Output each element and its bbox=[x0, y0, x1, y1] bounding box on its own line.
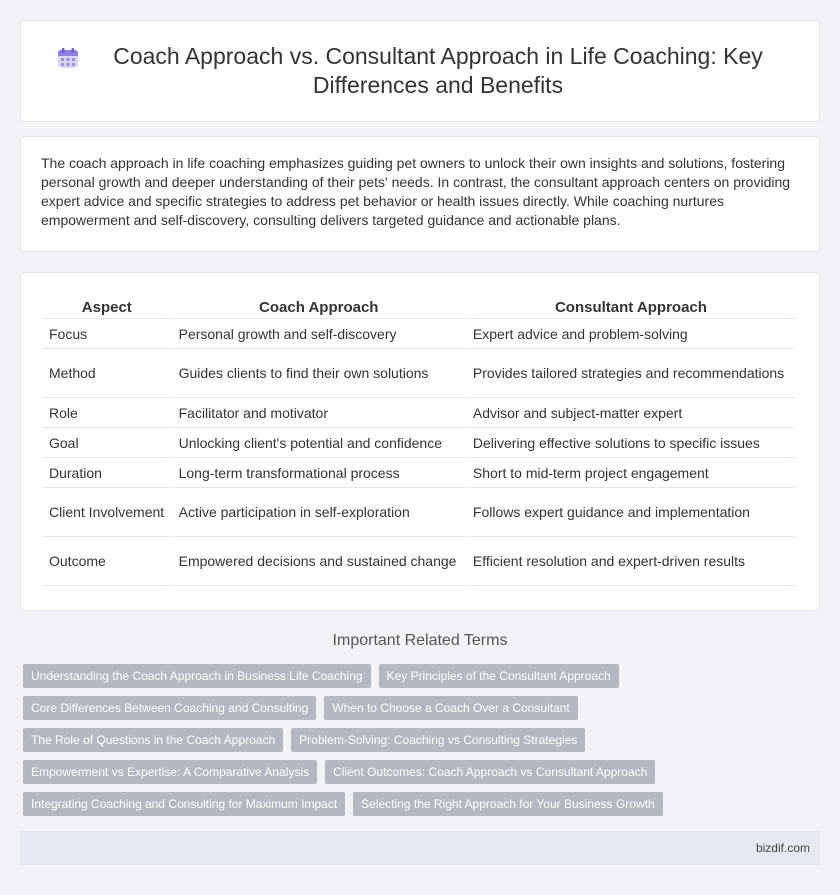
cell-aspect: Goal bbox=[43, 428, 171, 458]
table-row bbox=[43, 537, 795, 586]
related-terms-title: Important Related Terms bbox=[332, 632, 508, 649]
table-row bbox=[43, 428, 795, 458]
related-tag[interactable]: Selecting the Right Approach for Your Business Growth bbox=[353, 792, 663, 816]
cell-aspect: Outcome bbox=[43, 537, 171, 586]
cell-aspect: Duration bbox=[43, 458, 171, 488]
cell-consultant: Follows expert guidance and implementation bbox=[467, 488, 795, 537]
tag-row bbox=[23, 664, 823, 688]
table-row bbox=[43, 458, 795, 488]
page-title: Coach Approach vs. Consultant Approach in Life Coaching: Key Differences and Benefits bbox=[113, 43, 763, 98]
table-row bbox=[43, 349, 795, 398]
tag-row bbox=[23, 792, 823, 816]
intro-text: The coach approach in life coaching emphasizes guiding pet owners to unlock their own insights and solutions, fostering personal growth and deeper understanding of their pets' needs. In contrast, the consultant approach centers on providing expert advice and specific strategies to address pet behavior or health issues directly. While coaching nurtures empowerment and self-discovery, consulting delivers targeted guidance and actionable plans. bbox=[41, 155, 791, 228]
header-aspect: Aspect bbox=[43, 297, 171, 319]
related-tag[interactable]: Integrating Coaching and Consulting for Maximum Impact bbox=[23, 792, 345, 816]
cell-consultant: Expert advice and problem-solving bbox=[467, 319, 795, 349]
cell-coach: Unlocking client's potential and confidence bbox=[173, 428, 465, 458]
tag-row bbox=[23, 760, 823, 784]
related-tag[interactable]: Problem-Solving: Coaching vs Consulting Strategies bbox=[291, 728, 585, 752]
related-tag[interactable]: Key Principles of the Consultant Approach bbox=[379, 664, 619, 688]
cell-aspect: Client Involvement bbox=[43, 488, 171, 537]
cell-aspect: Method bbox=[43, 349, 171, 398]
cell-coach: Empowered decisions and sustained change bbox=[173, 537, 465, 586]
cell-consultant: Advisor and subject-matter expert bbox=[467, 398, 795, 428]
comparison-table bbox=[41, 297, 797, 586]
cell-coach: Active participation in self-exploration bbox=[173, 488, 465, 537]
intro-card bbox=[20, 136, 820, 252]
cell-coach: Facilitator and motivator bbox=[173, 398, 465, 428]
related-tag[interactable]: Understanding the Coach Approach in Business Life Coaching bbox=[23, 664, 371, 688]
related-terms-tags bbox=[23, 664, 823, 824]
cell-aspect: Focus bbox=[43, 319, 171, 349]
header-consultant: Consultant Approach bbox=[467, 297, 795, 319]
related-tag[interactable]: When to Choose a Coach Over a Consultant bbox=[324, 696, 577, 720]
cell-consultant: Provides tailored strategies and recommendations bbox=[467, 349, 795, 398]
tag-row bbox=[23, 696, 823, 720]
comparison-table-card bbox=[20, 272, 820, 611]
related-tag[interactable]: Client Outcomes: Coach Approach vs Consultant Approach bbox=[325, 760, 655, 784]
cell-consultant: Efficient resolution and expert-driven results bbox=[467, 537, 795, 586]
header-coach: Coach Approach bbox=[173, 297, 465, 319]
title-wrap bbox=[57, 42, 783, 100]
cell-coach: Personal growth and self-discovery bbox=[173, 319, 465, 349]
cell-coach: Guides clients to find their own solutions bbox=[173, 349, 465, 398]
related-tag[interactable]: Core Differences Between Coaching and Consulting bbox=[23, 696, 316, 720]
table-header-row bbox=[43, 297, 795, 319]
cell-aspect: Role bbox=[43, 398, 171, 428]
footer bbox=[20, 831, 820, 865]
header-card bbox=[20, 20, 820, 122]
table-row bbox=[43, 488, 795, 537]
calendar-icon bbox=[57, 47, 79, 69]
table-row bbox=[43, 398, 795, 428]
tag-row bbox=[23, 728, 823, 752]
table-row bbox=[43, 319, 795, 349]
cell-consultant: Delivering effective solutions to specific issues bbox=[467, 428, 795, 458]
cell-coach: Long-term transformational process bbox=[173, 458, 465, 488]
related-tag[interactable]: The Role of Questions in the Coach Approach bbox=[23, 728, 283, 752]
related-tag[interactable]: Empowerment vs Expertise: A Comparative Analysis bbox=[23, 760, 317, 784]
footer-site[interactable]: bizdif.com bbox=[755, 841, 810, 855]
cell-consultant: Short to mid-term project engagement bbox=[467, 458, 795, 488]
